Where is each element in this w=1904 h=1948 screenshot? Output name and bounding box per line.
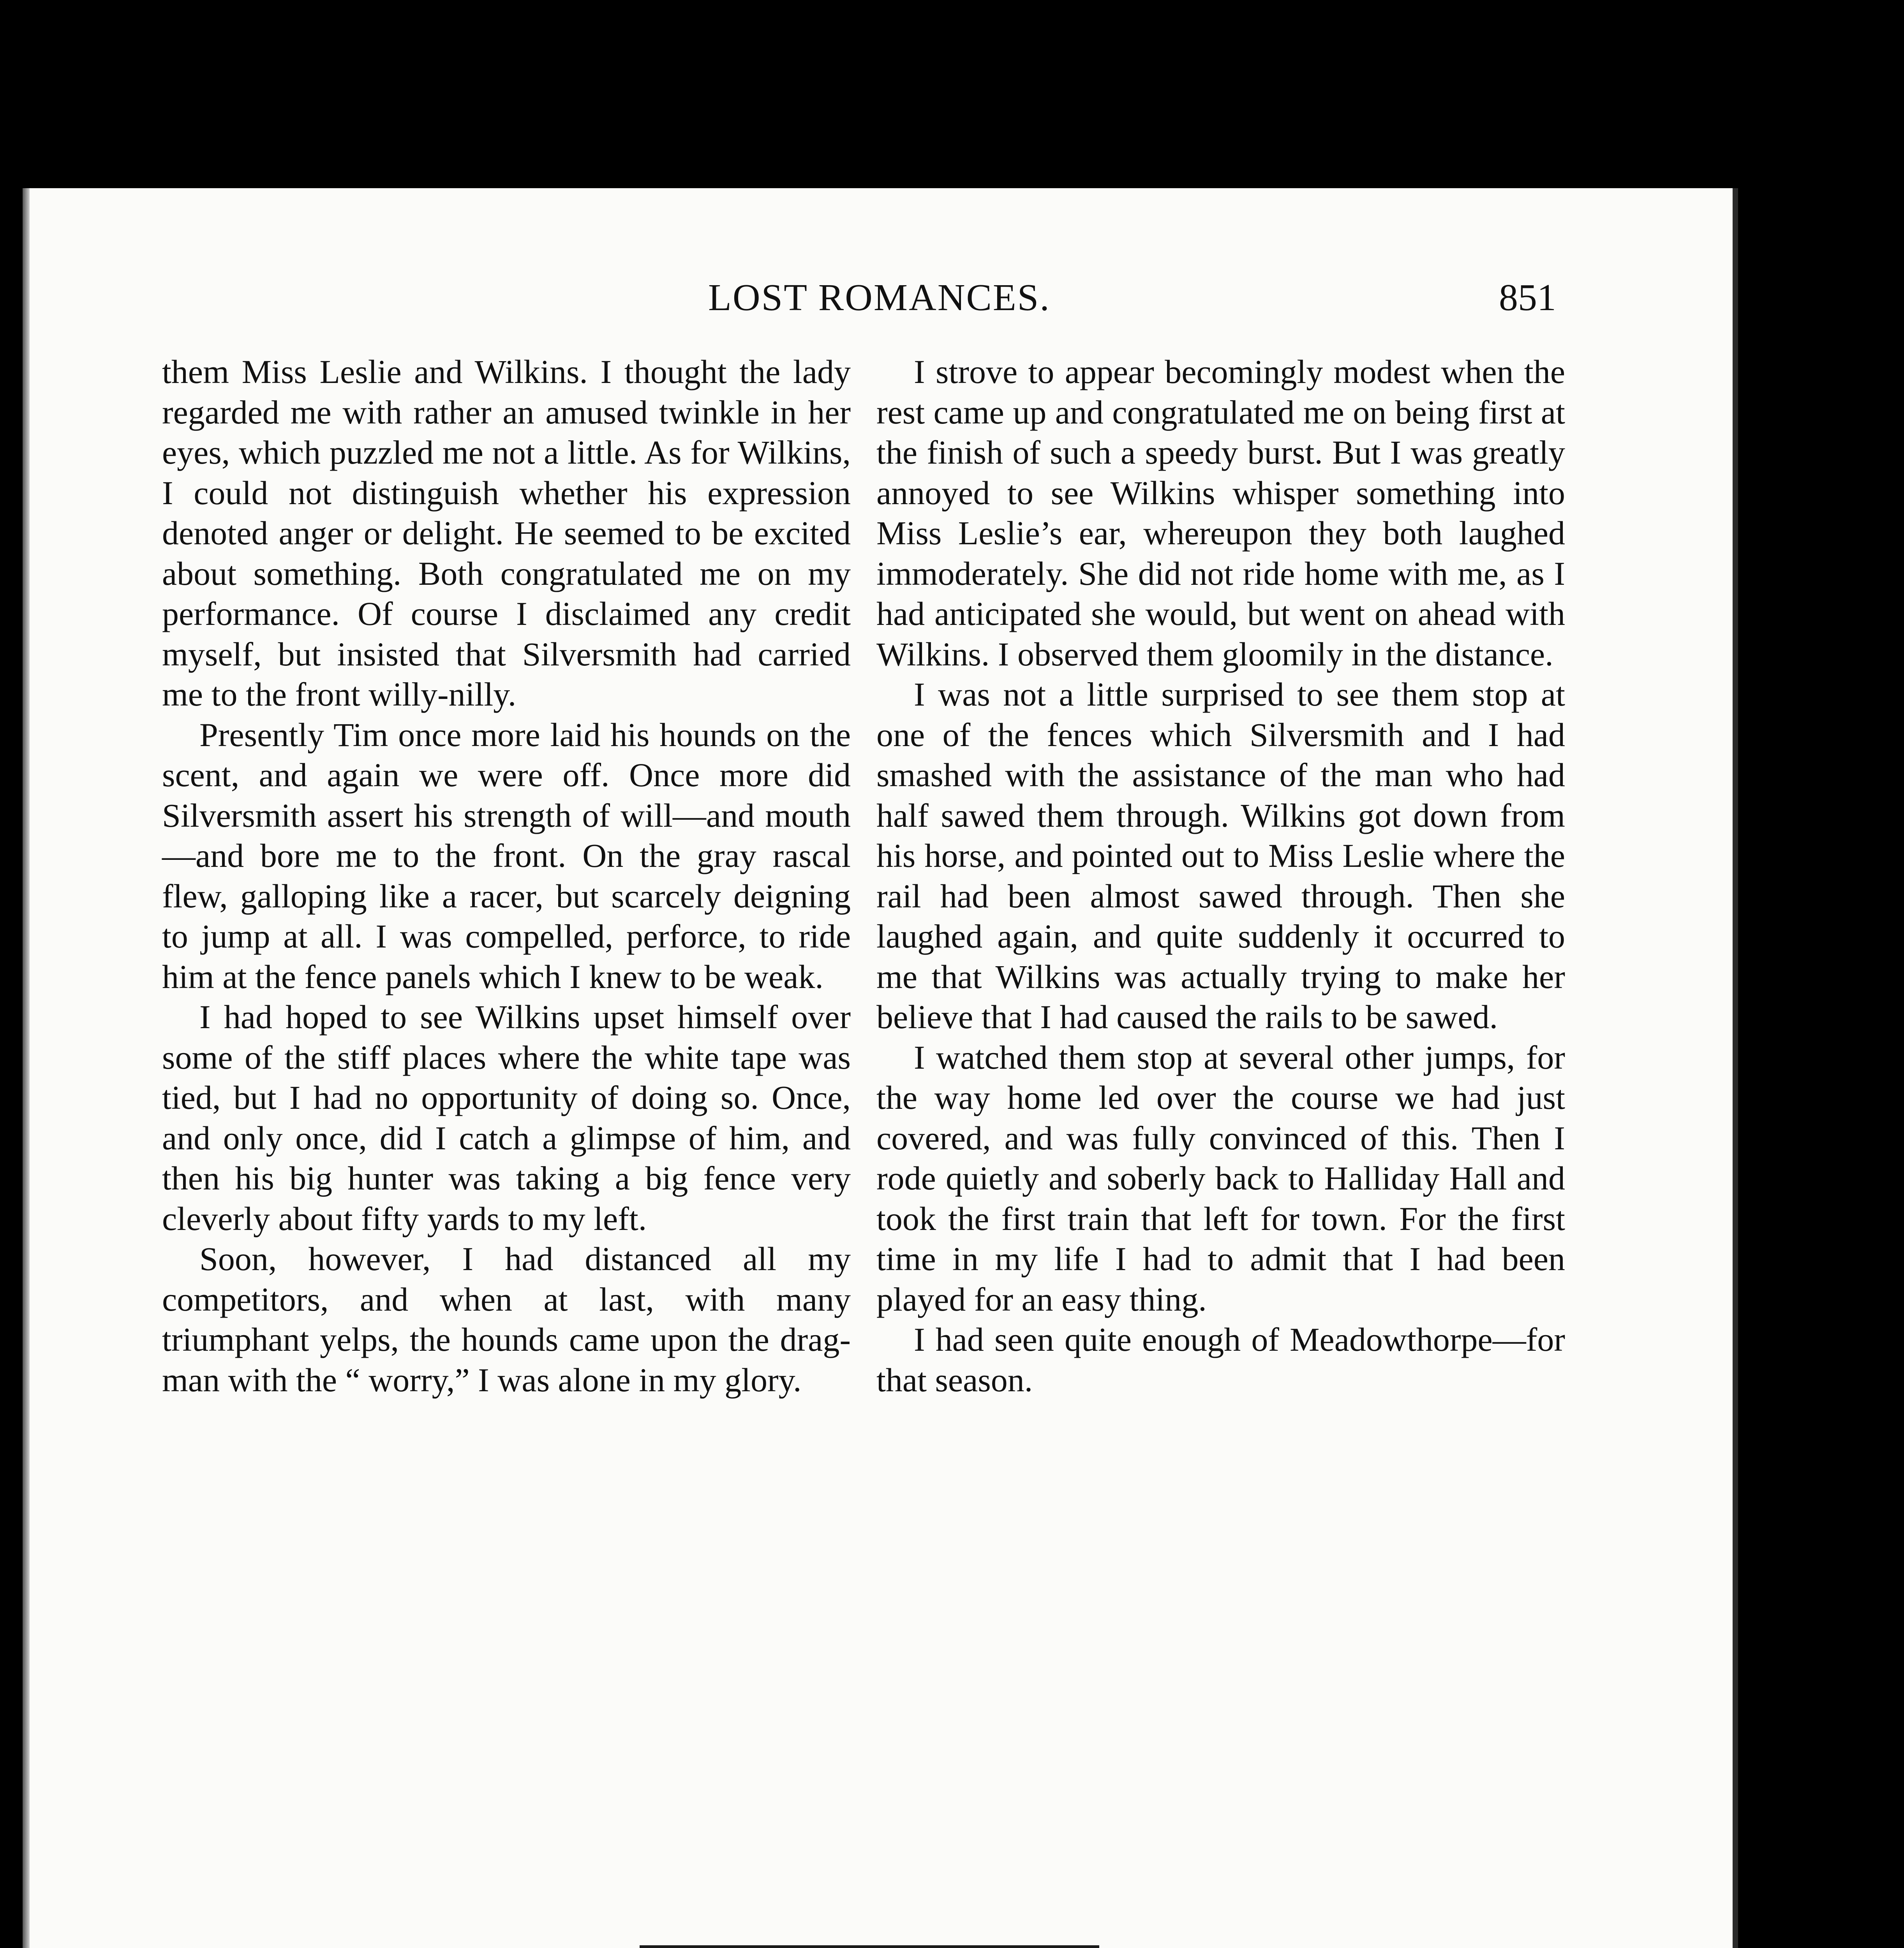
running-head-title: LOST ROMANCES. [708,277,1051,319]
book-page [23,188,1738,1948]
right-column [876,352,1565,1400]
paragraph: them Miss Leslie and Wilkins. I thought the lady regarded me with rather an amused twinkle in her eyes, which puzzled me not a little. As for Wilkins, I could not distinguish whether his expression denoted anger or delight. He seemed to be excited about something. Both congratulated me on my performance. Of course I disclaimed any credit myself, but insisted that Silversmith had carried me to the front willy-nilly. [162,353,851,713]
paragraph: I was not a little surprised to see them stop at one of the fences which Silversmith and I had smashed with the assistance of the man who had half sawed them through. Wilkins got down from his horse, and pointed out to Miss Leslie where the rail had been almost sawed through. Then she laughed again, and quite suddenly it occurred to me that Wilkins was actually trying to make her believe that I had caused the rails to be sawed. [876,676,1565,1036]
paragraph: I had hoped to see Wilkins upset himself over some of the stiff places where the white tape was tied, but I had no opportunity of doing so. Once, and only once, did I catch a glimpse of him, and then his big hunter was taking a big fence very cleverly about fifty yards to my left. [162,998,851,1237]
paragraph: I watched them stop at several other jumps, for the way home led over the course we had just covered, and was fully convinced of this. Then I rode quietly and soberly back to Halliday Hall and took the first train that left for town. For the first time in my life I had to admit that I had been played for an easy thing. [876,1038,1565,1318]
page-number: 851 [1499,277,1556,319]
paragraph: Presently Tim once more laid his hounds on the scent, and again we were off. Once more did Silversmith assert his strength of will—and mouth—and bore me to the front. On the gray rascal flew, galloping like a racer, but scarcely deigning to jump at all. I was compelled, perforce, to ride him at the fence panels which I knew to be weak. [162,716,851,995]
page-gutter-shadow [23,188,30,1948]
paragraph: Soon, however, I had distanced all my competitors, and when at last, with many triumphant yelps, the hounds came upon the drag-man with the “ worry,” I was alone in my glory. [162,1240,851,1399]
paragraph: I had seen quite enough of Meadowthorpe—for that season. [876,1321,1565,1399]
left-column [162,352,851,1400]
section-divider [640,1945,1099,1948]
paragraph: I strove to appear becomingly modest when the rest came up and congratulated me on being first at the finish of such a speedy burst. But I was greatly annoyed to see Wilkins whisper something into Miss Leslie’s ear, whereupon they both laughed immoderately. She did not ride home with me, as I had anticipated she would, but went on ahead with Wilkins. I observed them gloomily in the distance. [876,353,1565,673]
